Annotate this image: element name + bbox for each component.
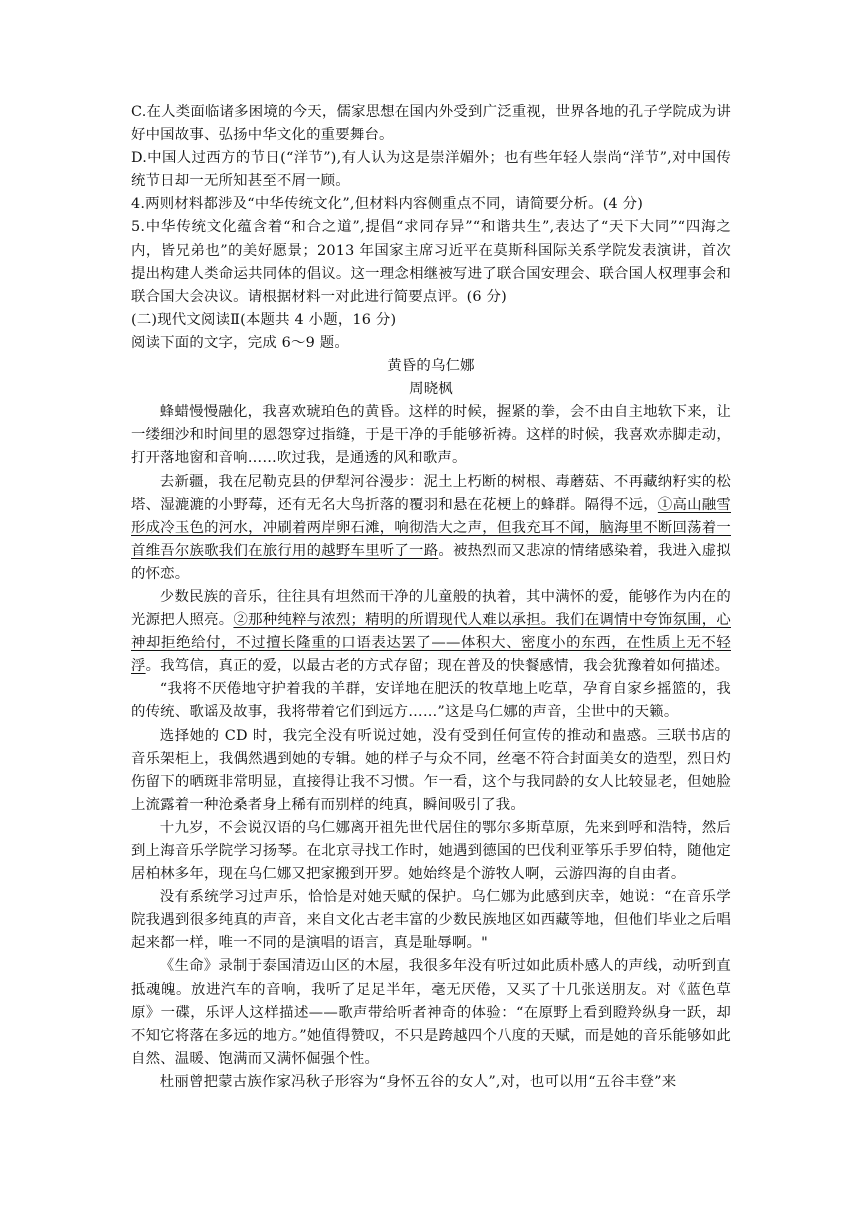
- article-paragraph-2: [131, 471, 731, 586]
- article-paragraph-3: [131, 586, 731, 678]
- article-paragraph-9: 杜丽曾把蒙古族作家冯秋子形容为“身怀五谷的女人”,对，也可以用“五谷丰登”来: [159, 1073, 677, 1090]
- article-paragraph-8: 《生命》录制于泰国清迈山区的木屋，我很多年没有听过如此质朴感人的声线，动听到直抵魂魄。放进汽车的音响，我听了足足半年，毫无厌倦，又买了十几张送朋友。对《蓝色草原》一碟，乐评人这样描述——歌声带给听者神奇的体验：“在原野上看到瞪羚纵身一跃，却不知它将落在多远的地方。”她值得赞叹，不只是跨越四个八度的天赋，而是她的音乐能够如此自然、温暖、饱满而又满怀倔强个性。: [131, 958, 731, 1067]
- document-page: [131, 101, 731, 1094]
- article-paragraph-4: “我将不厌倦地守护着我的羊群，安详地在肥沃的牧草地上吃草，孕育自家乡摇篮的，我的传统、歌谣及故事，我将带着它们到远方……”这是乌仁娜的声音，尘世中的天籁。: [131, 681, 731, 721]
- option-d: D.中国人过西方的节日(“洋节”),有人认为这是崇洋媚外；也有些年轻人崇尚“洋节”,对中国传统节日却一无所知甚至不屑一顾。: [131, 150, 731, 190]
- article-title: 黄昏的乌仁娜: [387, 358, 475, 375]
- underlined-sentence-1: ①高山融雪形成冷玉色的河水，冲刷着两岸卵石滩，响彻浩大之声，但我充耳不闻，脑海里不断回荡着一首维吾尔族歌我们在旅行用的越野车里听了一路: [131, 496, 731, 559]
- article-paragraph-1: 蜂蜡慢慢融化，我喜欢琥珀色的黄昏。这样的时候，握紧的拳，会不由自主地软下来，让一缕细沙和时间里的恩怨穿过指缝，于是干净的手能够祈祷。这样的时候，我喜欢赤脚走动，打开落地窗和音响……吹过我，是通透的风和歌声。: [131, 404, 731, 467]
- article-paragraph-7: 没有系统学习过声乐，恰恰是对她天赋的保护。乌仁娜为此感到庆幸，她说：“在音乐学院我遇到很多纯真的声音，来自文化古老丰富的少数民族地区如西藏等地，但他们毕业之后唱起来都一样，唯一不同的是演唱的语言，真是耻辱啊。": [131, 889, 731, 952]
- paragraph-2-text-b: 。被热烈而又悲凉的情绪感染着，我进入虚拟的怀恋。: [131, 542, 731, 582]
- article-paragraph-6: 十九岁，不会说汉语的乌仁娜离开祖先世代居住的鄂尔多斯草原，先来到呼和浩特，然后到上海音乐学院学习扬琴。在北京寻找工作时，她遇到德国的巴伐利亚筝乐手罗伯特，随他定居柏林多年，现在乌仁娜又把家搬到开罗。她始终是个游牧人啊，云游四海的自由者。: [131, 819, 731, 883]
- section-header: (二)现代文阅读Ⅱ(本题共 4 小题，16 分): [131, 311, 397, 328]
- underlined-sentence-2: ②那种纯粹与浓烈；精明的所谓现代人难以承担。我们在调情中夸饰氛围，心神却拒绝给付，不过擅长隆重的口语表达罢了——体积大、密度小的东西，在性质上无不轻浮: [131, 612, 731, 675]
- paragraph-3-text-a: 少数民族的音乐，往往具有坦然而干净的儿童般的执着，其中满怀的爱，能够作为内在的光源把人照亮。: [131, 588, 731, 629]
- section-instruction: 阅读下面的文字，完成 6～9 题。: [131, 334, 349, 351]
- paragraph-3-text-b: 。我笃信，真正的爱，以最古老的方式存留；现在普及的快餐感情，我会犹豫着如何描述。: [145, 658, 730, 675]
- option-c: C.在人类面临诸多困境的今天，儒家思想在国内外受到广泛重视，世界各地的孔子学院成为讲好中国故事、弘扬中华文化的重要舞台。: [131, 104, 731, 144]
- question-4: 4.两则材料都涉及“中华传统文化”,但材料内容侧重点不同，请简要分析。(4 分): [131, 196, 644, 213]
- article-paragraph-5: 选择她的 CD 时，我完全没有听说过她，没有受到任何宣传的推动和蛊惑。三联书店的音乐架柜上，我偶然遇到她的专辑。她的样子与众不同，丝毫不符合封面美女的造型，烈日灼伤留下的晒斑非常明显，直接得让我不习惯。乍一看，这个与我同龄的女人比较显老，但她脸上流露着一种沧桑者身上稀有而别样的纯真，瞬间吸引了我。: [131, 727, 731, 813]
- paragraph-2-text-a: 去新疆，我在尼勒克县的伊犁河谷漫步：泥土上朽断的树根、毒蘑菇、不再藏纳籽实的松塔、湿漉漉的小野莓，还有无名大鸟折落的覆羽和悬在花梗上的蜂群。隔得不远，: [131, 473, 731, 513]
- question-5: 5.中华传统文化蕴含着“和合之道”,提倡“求同存异”“和谐共生”,表达了“天下大同”“四海之内，皆兄弟也”的美好愿景；2013 年国家主席习近平在莫斯科国际关系学院发表演讲，首次提出构建人类命运共同体的倡议。这一理念相继被写进了联合国安理会、联合国人权理事会和联合国大会决议。请根据材料一对此进行简要点评。(6 分): [131, 219, 731, 305]
- article-author: 周晓枫: [409, 381, 453, 398]
